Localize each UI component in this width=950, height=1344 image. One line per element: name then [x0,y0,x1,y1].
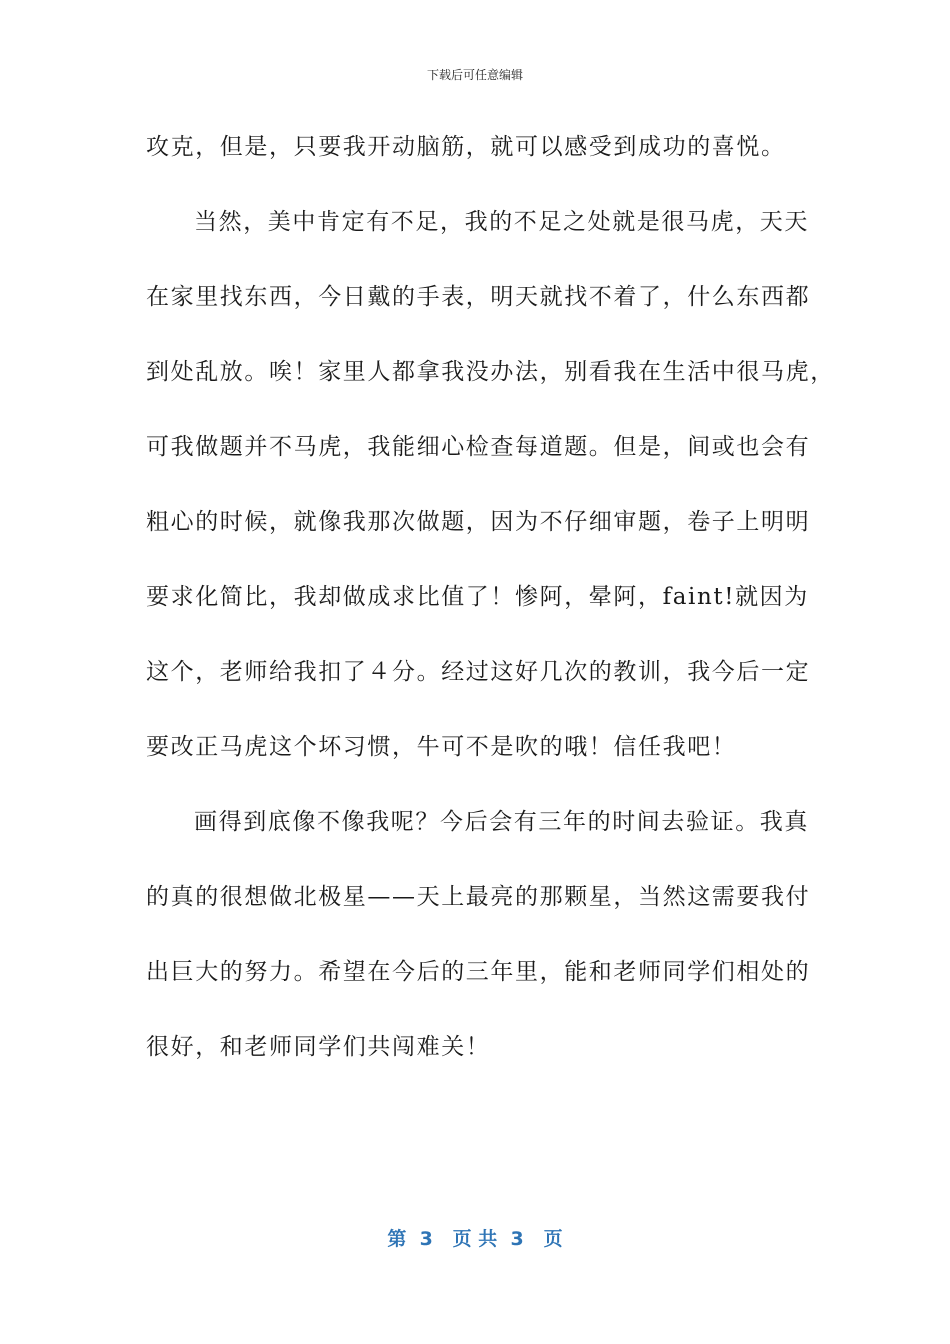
page-number-footer: 第 3 页 共 3 页 [387,1228,563,1250]
paragraph-start-line: 当然，美中肯定有不足，我的不足之处就是很马虎，天天 [194,209,809,235]
text-line: 要求化简比，我却做成求比值了！惨阿，晕阿，faint!就因为 [146,584,809,610]
text-line: 这个，老师给我扣了４分。经过这好几次的教训，我今后一定 [146,659,811,685]
text-line: 可我做题并不马虎，我能细心检查每道题。但是，间或也会有 [146,434,811,460]
text-line: 到处乱放。唉！家里人都拿我没办法，别看我在生活中很马虎， [146,359,835,385]
text-line: 粗心的时候，就像我那次做题，因为不仔细审题，卷子上明明 [146,509,811,535]
text-line: 在家里找东西，今日戴的手表，明天就找不着了，什么东西都 [146,284,811,310]
text-line: 很好，和老师同学们共闯难关！ [146,1034,491,1060]
text-line: 的真的很想做北极星——天上最亮的那颗星，当然这需要我付 [146,884,811,910]
document-body [146,119,835,1094]
text-line: 要改正马虎这个坏习惯，牛可不是吹的哦！信任我吧！ [146,734,737,760]
page-header: 下载后可任意编辑 [426,68,523,82]
text-line: 攻克，但是，只要我开动脑筋，就可以感受到成功的喜悦。 [146,134,786,160]
text-line: 出巨大的努力。希望在今后的三年里，能和老师同学们相处的 [146,959,811,985]
paragraph-start-line: 画得到底像不像我呢？今后会有三年的时间去验证。我真 [194,809,809,835]
